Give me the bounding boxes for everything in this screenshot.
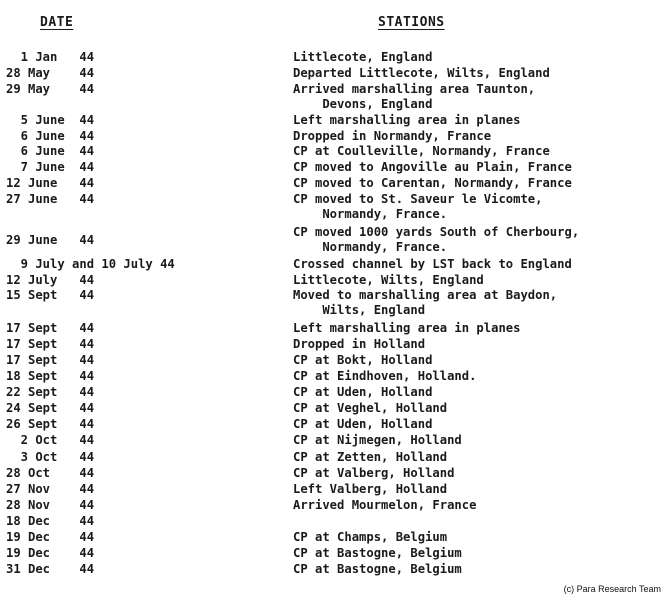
station-line: Dropped in Normandy, France [293,129,492,143]
station-line: Normandy, France. [293,207,448,221]
station-line: Arrived Mourmelon, France [293,498,477,512]
row-station [293,192,663,222]
station-line: CP at Bastogne, Belgium [293,562,462,576]
row-station [293,482,663,497]
row-date: 28 Nov 44 [6,498,95,512]
row-station [293,385,663,400]
row-date: 18 Dec 44 [6,514,95,528]
row-date: 6 June 44 [6,129,95,143]
row-date: 2 Oct 44 [6,433,95,447]
row-station [293,498,663,513]
copyright-credit: (c) Para Research Team [563,584,661,594]
station-line [293,514,663,529]
station-line: Moved to marshalling area at Baydon, [293,288,558,302]
row-date: 31 Dec 44 [6,562,95,576]
row-station [293,562,663,577]
row-station [293,82,663,112]
station-line: CP at Zetten, Holland [293,450,448,464]
station-line: CP at Uden, Holland [293,417,433,431]
row-station [293,225,663,255]
station-line: Littlecote, England [293,50,433,64]
row-date: 17 Sept 44 [6,353,95,367]
station-line: Wilts, England [293,303,426,317]
row-date: 15 Sept 44 [6,288,95,302]
date-column-header: DATE [40,15,74,30]
row-station [293,129,663,144]
row-station [293,176,663,191]
row-station [293,50,663,65]
station-line: CP at Coulleville, Normandy, France [293,144,550,158]
row-station [293,66,663,81]
station-line: CP moved to Carentan, Normandy, France [293,176,572,190]
row-station [293,273,663,288]
station-line: Left Valberg, Holland [293,482,448,496]
row-station [293,321,663,336]
station-line: CP at Valberg, Holland [293,466,455,480]
row-station [293,530,663,545]
row-date: 19 Dec 44 [6,546,95,560]
stations-column-header: STATIONS [378,15,445,30]
row-station [293,466,663,481]
row-station [293,417,663,432]
row-date: 7 June 44 [6,160,95,174]
station-line: Arrived marshalling area Taunton, [293,82,536,96]
row-station [293,288,663,318]
row-date: 17 Sept 44 [6,321,95,335]
station-line: Devons, England [293,97,433,111]
row-date: 19 Dec 44 [6,530,95,544]
row-station [293,160,663,175]
row-date: 3 Oct 44 [6,450,95,464]
station-line: CP moved to St. Saveur le Vicomte, [293,192,543,206]
station-line: CP at Eindhoven, Holland. [293,369,477,383]
row-date: 5 June 44 [6,113,95,127]
row-date: 29 May 44 [6,82,95,96]
row-date: 22 Sept 44 [6,385,95,399]
row-date: 26 Sept 44 [6,417,95,431]
row-station [293,353,663,368]
station-line: Crossed channel by LST back to England [293,257,572,271]
row-date: 28 May 44 [6,66,95,80]
station-line: Normandy, France. [293,240,448,254]
row-date: 18 Sept 44 [6,369,95,383]
station-line: CP at Champs, Belgium [293,530,448,544]
row-date: 27 June 44 [6,192,95,206]
station-line: Dropped in Holland [293,337,426,351]
row-station [293,337,663,352]
row-station [293,546,663,561]
row-date: 12 June 44 [6,176,95,190]
row-station [293,401,663,416]
row-date: 29 June 44 [6,233,95,247]
station-line: Departed Littlecote, Wilts, England [293,66,550,80]
station-line: CP at Nijmegen, Holland [293,433,462,447]
row-date: 9 July and 10 July 44 [6,257,175,271]
station-line: CP at Veghel, Holland [293,401,448,415]
row-date: 1 Jan 44 [6,50,95,64]
station-line: CP at Uden, Holland [293,385,433,399]
station-line: Left marshalling area in planes [293,113,521,127]
station-line: CP moved to Angoville au Plain, France [293,160,572,174]
row-station [293,369,663,384]
row-date: 17 Sept 44 [6,337,95,351]
station-line: CP at Bokt, Holland [293,353,433,367]
row-date: 24 Sept 44 [6,401,95,415]
row-date: 6 June 44 [6,144,95,158]
row-station [293,450,663,465]
station-line: Left marshalling area in planes [293,321,521,335]
row-date: 28 Oct 44 [6,466,95,480]
row-station [293,433,663,448]
row-station [293,257,663,272]
row-date: 27 Nov 44 [6,482,95,496]
station-line: Littlecote, Wilts, England [293,273,484,287]
row-date: 12 July 44 [6,273,95,287]
row-station [293,113,663,128]
station-line: CP at Bastogne, Belgium [293,546,462,560]
row-station [293,144,663,159]
station-line: CP moved 1000 yards South of Cherbourg, [293,225,580,239]
row-station [293,514,663,529]
